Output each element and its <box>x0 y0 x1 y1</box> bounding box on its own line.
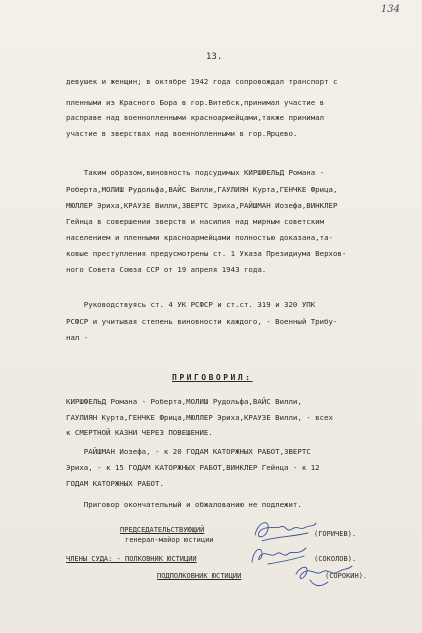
archive-sheet-number: 134 <box>380 4 400 15</box>
member2-rank: ПОДПОЛКОВНИК ЮСТИЦИИ <box>157 572 242 580</box>
verdict-line: РАЙШМАН Иозефа, - к 20 ГОДАМ КАТОРЖНЫХ РАБОТ,ЗВЕРТС <box>66 447 311 456</box>
text-line: девушек и женщин; в октябре 1942 года сопровождал транспорт с <box>66 77 338 86</box>
text-line: населением и пленными красноармейцами полностью доказана,та- <box>66 233 333 242</box>
text-line: расправе над военнопленными красноармейцами,также принимал <box>66 113 325 122</box>
member1-name: (СОКОЛОВ). <box>314 555 357 563</box>
verdict-heading: ПРИГОВОРИЛ: <box>172 373 253 382</box>
page-number: 13. <box>206 52 223 62</box>
member2-signature-icon <box>292 560 354 590</box>
verdict-line: ГОДАМ КАТОРЖНЫХ РАБОТ. <box>66 479 164 488</box>
text-line: нал - <box>66 333 89 342</box>
members-label: ЧЛЕНЫ СУДА: - ПОЛКОВНИК ЮСТИЦИИ <box>66 555 197 563</box>
text-line: Роберта,МОЛИШ Рудольфа,ВАЙС Вилли,ГАУЛИЯН Курта,ГЕНЧКЕ Фрица, <box>66 185 338 194</box>
text-line: пленными из Красного Бора в гор.Витебск,принимал участие в <box>66 98 325 107</box>
verdict-line: ГАУЛИЯН Курта,ГЕНЧКЕ Фрица,МЮЛЛЕР Эриха,КРАУЗЕ Вилли, - всех <box>66 413 333 422</box>
verdict-line: КИРШФЕЛЬД Романа - Роберта,МОЛИШ Рудольфа,ВАЙС Вилли, <box>66 397 302 406</box>
text-line: Гейнца в совершении зверств и насилия над мирным советским <box>66 217 325 226</box>
text-line: ного Совета Союза ССР от 19 апреля 1943 года. <box>66 265 267 274</box>
text-line: МЮЛЛЕР Эриха,КРАУЗЕ Вилли,ЗВЕРТС Эриха,РАЙШМАН Иозефа,ВИНКЛЕР <box>66 201 338 210</box>
chair-name: (ГОРИЧЕВ). <box>314 530 357 538</box>
text-line: ковые преступления предусмотрены ст. 1 Указа Президиума Верхов- <box>66 249 347 258</box>
text-line: РСФСР и учитывая степень виновности каждого, - Военный Трибу- <box>66 317 338 326</box>
chair-title: ПРЕДСЕДАТЕЛЬСТВУЮЩИЙ <box>120 526 205 534</box>
verdict-line: Приговор окончательный и обжалованию не подлежит. <box>66 500 302 509</box>
verdict-line: к СМЕРТНОЙ КАЗНИ ЧЕРЕЗ ПОВЕШЕНИЕ. <box>66 428 213 437</box>
member2-name: (СОРОКИН). <box>325 572 368 580</box>
chair-rank: генерал-майор юстиции <box>125 536 214 544</box>
verdict-line: Эриха, - к 15 ГОДАМ КАТОРЖНЫХ РАБОТ,ВИНКЛЕР Гейнца - к 12 <box>66 463 320 472</box>
text-line: участие в зверствах над военнопленными в гор.Ярцево. <box>66 129 298 138</box>
text-line: Таким образом,виновность подсудимых КИРШФЕЛЬД Романа - <box>66 168 325 177</box>
text-line: Руководствуясь ст. 4 УК РСФСР и ст.ст. 319 и 320 УПК <box>66 300 316 309</box>
